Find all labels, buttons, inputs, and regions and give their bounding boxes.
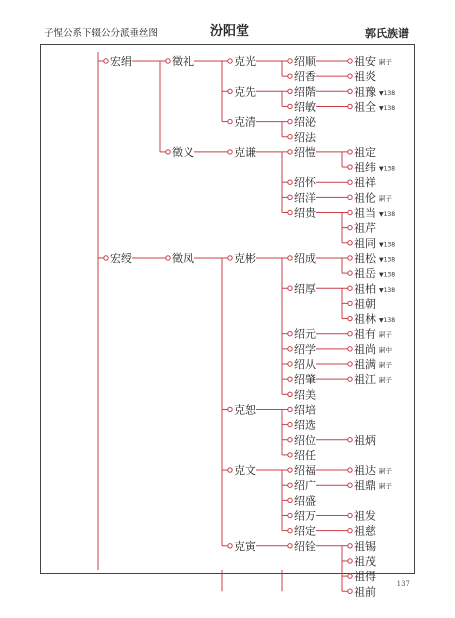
member-gen5: 祖林 xyxy=(354,312,376,326)
node-connector xyxy=(288,135,292,139)
member-gen5: 祖慈 xyxy=(354,524,376,538)
node-connector xyxy=(348,589,352,593)
member-gen5: 祖纬 xyxy=(354,161,376,175)
node-connector xyxy=(288,119,292,123)
member-gen5: 祖当 xyxy=(354,206,376,220)
member-gen5: 祖同 xyxy=(354,236,376,250)
member-gen4: 绍位 xyxy=(294,433,316,447)
page-ref-marker: ▼138 xyxy=(379,89,396,97)
adoption-note: 嗣中 xyxy=(379,345,392,354)
member-gen3: 克先 xyxy=(234,85,256,99)
adoption-note: 嗣子 xyxy=(379,194,392,203)
member-gen5: 祖满 xyxy=(354,358,376,371)
page-ref-marker: ▼138 xyxy=(379,286,396,294)
member-gen5: 祖江 xyxy=(354,373,376,387)
node-connector xyxy=(288,59,292,63)
node-connector xyxy=(348,332,352,336)
member-gen4: 绍选 xyxy=(294,418,316,432)
member-gen4: 绍从 xyxy=(294,358,316,371)
genealogy-branch-title: 子惺公系下辍公分派垂丝图 xyxy=(44,28,159,39)
member-gen5: 祖豫 xyxy=(354,85,376,99)
member-gen3: 克清 xyxy=(234,115,256,129)
node-connector xyxy=(348,89,352,93)
page-ref-marker: ▼138 xyxy=(379,211,396,218)
member-gen4: 绍肇 xyxy=(294,373,316,387)
node-connector xyxy=(288,347,292,351)
node-connector xyxy=(288,438,292,442)
member-gen5: 祖得 xyxy=(354,570,376,584)
member-gen5: 祖全 xyxy=(354,100,376,114)
member-gen5: 祖发 xyxy=(354,509,376,523)
member-gen4: 绍盛 xyxy=(294,494,316,508)
node-connector xyxy=(348,528,352,532)
node-connector xyxy=(288,195,292,199)
node-connector xyxy=(166,150,170,154)
node-connector xyxy=(348,59,352,63)
node-connector xyxy=(288,528,292,532)
member-gen4: 绍愷 xyxy=(294,145,316,159)
node-connector xyxy=(348,513,352,517)
member-gen5: 祖锡 xyxy=(354,539,376,553)
member-gen4: 绍任 xyxy=(294,448,316,462)
member-gen5: 祖松 xyxy=(354,251,376,265)
page-number: 137 xyxy=(396,580,410,588)
node-connector xyxy=(228,256,232,260)
member-gen5: 祖炎 xyxy=(354,70,376,84)
member-gen3: 克光 xyxy=(234,55,256,68)
member-gen5: 祖定 xyxy=(354,145,376,159)
member-gen4: 绍广 xyxy=(294,479,316,493)
member-gen4: 绍培 xyxy=(294,403,316,417)
member-gen5: 祖有 xyxy=(354,327,376,341)
page-ref-marker: ▼138 xyxy=(379,165,396,173)
member-gen4: 绍铨 xyxy=(294,539,316,553)
member-gen2: 徵礼 xyxy=(172,55,194,68)
node-connector xyxy=(348,347,352,351)
member-gen5: 祖芹 xyxy=(354,221,376,235)
node-connector xyxy=(348,286,352,290)
node-connector xyxy=(288,377,292,381)
node-connector xyxy=(348,195,352,199)
member-gen4: 绍成 xyxy=(294,251,316,265)
member-gen4: 绍厚 xyxy=(294,282,316,296)
node-connector xyxy=(348,180,352,184)
member-gen5: 祖祥 xyxy=(354,176,376,190)
member-gen5: 祖鼎 xyxy=(354,479,376,493)
node-connector xyxy=(288,180,292,184)
member-gen5: 祖炳 xyxy=(354,433,376,447)
node-connector xyxy=(288,74,292,78)
member-gen3: 克彬 xyxy=(234,251,256,265)
node-connector xyxy=(348,544,352,548)
node-connector xyxy=(348,574,352,578)
member-gen4: 绍万 xyxy=(294,509,316,523)
node-connector xyxy=(228,59,232,63)
node-connector xyxy=(348,438,352,442)
node-connector xyxy=(348,150,352,154)
member-gen4: 绍階 xyxy=(294,85,316,99)
member-gen5: 祖安 xyxy=(354,55,376,68)
node-connector xyxy=(348,362,352,366)
node-connector xyxy=(348,104,352,108)
node-connector xyxy=(288,407,292,411)
page-ref-marker: ▼138 xyxy=(379,256,396,264)
member-gen5: 祖达 xyxy=(354,464,376,478)
node-connector xyxy=(348,377,352,381)
node-connector xyxy=(228,468,232,472)
node-connector xyxy=(348,483,352,487)
node-connector xyxy=(166,59,170,63)
member-gen4: 绍贵 xyxy=(294,206,316,220)
node-connector xyxy=(288,362,292,366)
adoption-note: 嗣子 xyxy=(379,482,392,491)
node-connector xyxy=(288,150,292,154)
member-gen4: 绍敏 xyxy=(294,100,316,114)
node-connector xyxy=(228,407,232,411)
member-gen3: 克寅 xyxy=(234,539,256,553)
node-connector xyxy=(348,316,352,320)
node-connector xyxy=(228,544,232,548)
member-gen2: 徵义 xyxy=(172,145,194,159)
adoption-note: 嗣子 xyxy=(379,58,392,66)
member-gen4: 绍学 xyxy=(294,342,316,356)
member-gen4: 绍顺 xyxy=(294,55,316,68)
node-connector xyxy=(288,104,292,108)
member-gen4: 绍香 xyxy=(294,70,316,84)
node-connector xyxy=(288,544,292,548)
member-gen4: 绍洋 xyxy=(294,191,316,205)
node-connector xyxy=(104,59,108,63)
member-gen5: 祖前 xyxy=(354,585,376,599)
member-gen4: 绍美 xyxy=(294,388,316,402)
node-connector xyxy=(288,392,292,396)
node-connector xyxy=(228,150,232,154)
node-connector xyxy=(104,256,108,260)
node-connector xyxy=(288,513,292,517)
node-connector xyxy=(348,210,352,214)
node-connector xyxy=(288,89,292,93)
node-connector xyxy=(288,468,292,472)
member-gen1: 宏绢 xyxy=(110,55,132,68)
node-connector xyxy=(288,483,292,487)
node-connector xyxy=(348,74,352,78)
member-gen4: 绍泌 xyxy=(294,115,316,129)
node-connector xyxy=(288,286,292,290)
node-connector xyxy=(228,119,232,123)
node-connector xyxy=(288,453,292,457)
member-gen4: 绍福 xyxy=(294,464,316,478)
member-gen4: 绍元 xyxy=(294,327,316,341)
node-connector xyxy=(288,498,292,502)
node-connector xyxy=(348,225,352,229)
book-title: 郭氏族谱 xyxy=(365,27,409,40)
node-connector xyxy=(348,271,352,275)
member-gen4: 绍法 xyxy=(294,130,316,144)
member-gen2: 徵凤 xyxy=(172,251,194,265)
member-gen5: 祖尚 xyxy=(354,342,376,356)
node-connector xyxy=(288,332,292,336)
node-connector xyxy=(288,256,292,260)
member-gen3: 克文 xyxy=(234,464,256,478)
member-gen3: 克谦 xyxy=(234,145,256,159)
adoption-note: 嗣子 xyxy=(379,467,392,476)
node-connector xyxy=(288,210,292,214)
node-connector xyxy=(348,256,352,260)
member-gen3: 克恕 xyxy=(234,403,256,417)
node-connector xyxy=(348,301,352,305)
hall-name: 汾阳堂 xyxy=(210,24,250,39)
member-gen5: 祖朝 xyxy=(354,297,376,311)
member-gen1: 宏绶 xyxy=(110,251,132,265)
node-connector xyxy=(348,165,352,169)
node-connector xyxy=(288,422,292,426)
member-gen5: 祖茂 xyxy=(354,554,376,568)
page-ref-marker: ▼138 xyxy=(379,271,396,279)
page-ref-marker: ▼138 xyxy=(379,241,396,249)
member-gen5: 祖岳 xyxy=(354,267,376,281)
member-gen5: 祖伦 xyxy=(354,191,376,205)
page-ref-marker: ▼138 xyxy=(379,104,396,112)
adoption-note: 嗣子 xyxy=(379,376,392,385)
page-ref-marker: ▼138 xyxy=(379,317,396,325)
node-connector xyxy=(228,89,232,93)
node-connector xyxy=(348,559,352,563)
node-connector xyxy=(166,256,170,260)
member-gen4: 绍怀 xyxy=(294,176,316,190)
member-gen5: 祖柏 xyxy=(354,282,376,296)
adoption-note: 嗣子 xyxy=(379,330,392,339)
node-connector xyxy=(348,468,352,472)
node-connector xyxy=(348,241,352,245)
member-gen4: 绍定 xyxy=(294,524,316,538)
adoption-note: 嗣子 xyxy=(379,361,392,369)
